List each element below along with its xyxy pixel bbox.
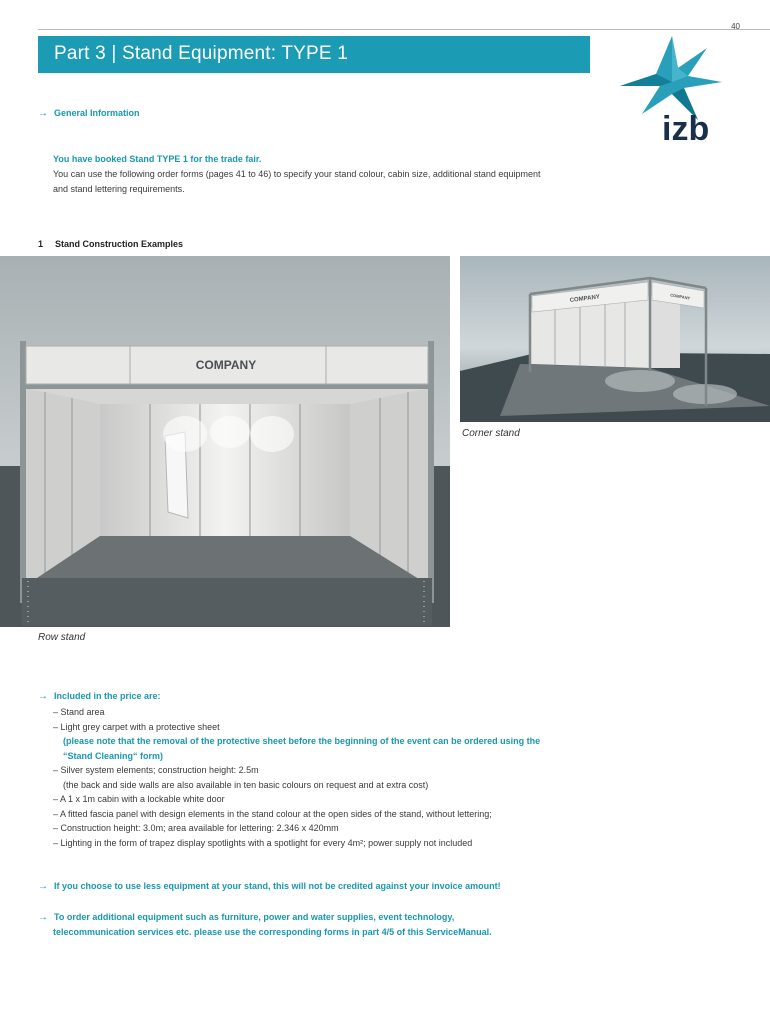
page-number: 40 — [731, 22, 740, 31]
intro-line-1: You can use the following order forms (pages 41 to 46) to specify your stand colour, cabin size, additional stand equipment — [53, 169, 541, 179]
row-stand-image — [0, 256, 450, 627]
corner-stand-image — [460, 256, 770, 422]
price-list — [53, 705, 653, 850]
list-item: – A fitted fascia panel with design elements in the stand colour at the open sides of the stand, without lettering; — [53, 808, 492, 819]
star-icon — [620, 36, 722, 120]
price-heading: → Included in the price are: — [38, 691, 161, 702]
list-item-note: (please note that the removal of the protective sheet before the beginning of the event can be ordered using the — [63, 736, 541, 746]
list-item: – A 1 x 1m cabin with a lockable white door — [53, 794, 225, 804]
list-item-note: “Stand Cleaning“ form) — [63, 750, 164, 761]
notice-less-equipment: → If you choose to use less equipment at your stand, this will not be credited against your invoice amount! — [38, 881, 501, 892]
list-item-sub: (the back and side walls are also available in ten basic colours on request and at extra cost) — [63, 779, 429, 790]
right-arrow-icon: → — [38, 691, 48, 702]
list-item: – Silver system elements; construction height: 2.5m — [53, 765, 259, 775]
section-heading: 1 Stand Construction Examples — [38, 239, 184, 249]
right-arrow-icon: → — [38, 881, 48, 892]
intro-bold: You have booked Stand TYPE 1 for the trade fair. — [53, 154, 262, 164]
list-item: – Lighting in the form of trapez display spotlights with a spotlight for every 4m²; power supply not included — [53, 837, 473, 848]
logo-text: izb — [662, 110, 710, 148]
izb-logo — [612, 30, 742, 150]
notice-additional-equipment: → To order additional equipment such as furniture, power and water supplies, event technology, telecommunication services etc. please use the corresponding forms in part 4/5 of this ServiceManual. — [38, 912, 492, 937]
right-arrow-icon: → — [38, 912, 48, 923]
title-bar — [38, 36, 590, 73]
list-item: – Construction height: 3.0m; area available for lettering: 2.346 x 420mm — [53, 823, 339, 833]
intro-text — [53, 152, 593, 197]
corner-company-label: COMPANY — [569, 294, 601, 304]
row-stand-caption: Row stand — [38, 632, 86, 643]
corner-stand-caption: Corner stand — [462, 428, 520, 439]
right-arrow-icon: → — [38, 108, 48, 119]
list-item: – Stand area — [53, 707, 105, 717]
list-item: – Light grey carpet with a protective sheet — [53, 721, 220, 732]
intro-line-2: and stand lettering requirements. — [53, 184, 185, 194]
page-title: Part 3 | Stand Equipment: TYPE 1 — [54, 43, 349, 64]
corner-company-side-label: COMPANY — [669, 292, 691, 301]
general-info-heading: → General Information — [38, 108, 140, 119]
row-company-label: COMPANY — [195, 358, 257, 372]
